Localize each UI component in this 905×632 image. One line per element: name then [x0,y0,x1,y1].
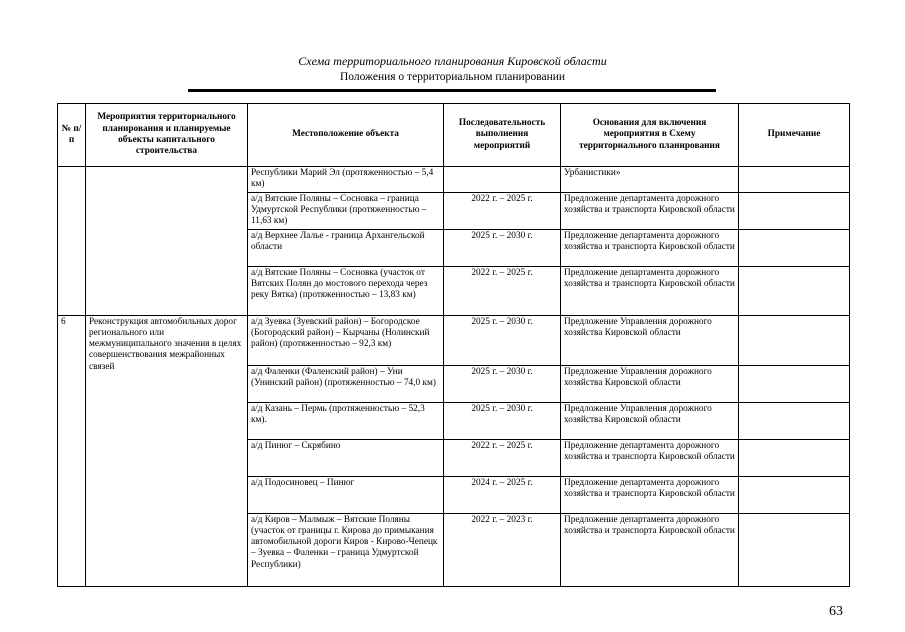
row-location: а/д Казань – Пермь (протяженностью – 52,3 км). [248,402,444,439]
row-location: а/д Фаленки (Фаленский район) – Уни (Унинский район) (протяженностью – 74,0 км) [248,365,444,402]
row-basis: Предложение департамента дорожного хозяйства и транспорта Кировской области [561,476,739,513]
row-location: а/д Вятские Поляны – Сосновка – граница Удмуртской Республики (протяженностью – 11,63 км) [248,192,444,229]
row-note [739,365,850,402]
row-basis: Предложение департамента дорожного хозяйства и транспорта Кировской области [561,266,739,315]
row-note [739,402,850,439]
row-note [739,167,850,193]
group-num: 6 [58,315,86,586]
row-note [739,513,850,586]
col-header-measure: Мероприятия территориального планирования и планируемые объекты капитального строительства [86,104,248,167]
row-sequence: 2022 г. – 2025 г. [444,439,561,476]
row-sequence: 2024 г. – 2025 г. [444,476,561,513]
row-measure-cell [86,167,248,316]
col-header-sequence: Последовательность выполнения мероприятий [444,104,561,167]
col-header-basis: Основания для включения мероприятия в Схему территориального планирования [561,104,739,167]
row-sequence: 2022 г. – 2025 г. [444,266,561,315]
row-location: а/д Зуевка (Зуевский район) – Богородское (Богородский район) – Кырчаны (Нолинский район) (протяженностью – 92,3 км) [248,315,444,365]
row-note [739,476,850,513]
group-measure: Реконструкция автомобильных дорог регионального или межмуниципального значения в целях совершенствования межрайонных связей [86,315,248,586]
row-location: а/д Киров – Малмыж – Вятские Поляны (участок от границы г. Кирова до примыкания автомобильной дороги Киров - Кирово-Чепецк – Зуевка – Фаленки – граница Удмуртской Республики) [248,513,444,586]
row-basis: Предложение департамента дорожного хозяйства и транспорта Кировской области [561,513,739,586]
document-subtitle: Положения о территориальном планировании [339,71,566,83]
row-sequence: 2025 г. – 2030 г. [444,365,561,402]
table-row [58,315,850,365]
row-note [739,315,850,365]
row-note [739,229,850,266]
row-sequence: 2022 г. – 2023 г. [444,513,561,586]
page-number: 63 [829,604,843,619]
col-header-num: № п/п [58,104,86,167]
document-title: Схема территориального планирования Кировской области [298,54,607,68]
col-header-note: Примечание [739,104,850,167]
row-note [739,266,850,315]
row-location: а/д Вятские Поляны – Сосновка (участок от Вятских Полян до мостового перехода через реку Вятка) (протяженностью – 13,83 км) [248,266,444,315]
row-location: Республики Марий Эл (протяженностью – 5,4 км) [248,167,444,193]
row-sequence: 2022 г. – 2025 г. [444,192,561,229]
row-num-cell [58,167,86,316]
header-divider [188,89,716,92]
row-sequence: 2025 г. – 2030 г. [444,315,561,365]
row-note [739,192,850,229]
row-sequence: 2025 г. – 2030 г. [444,402,561,439]
table-header-row [58,104,850,167]
planning-table [57,103,850,587]
row-sequence [444,167,561,193]
row-basis: Урбанистики» [561,167,739,193]
table-row [58,167,850,193]
col-header-location: Местоположение объекта [248,104,444,167]
row-sequence: 2025 г. – 2030 г. [444,229,561,266]
row-note [739,439,850,476]
row-basis: Предложение департамента дорожного хозяйства и транспорта Кировской области [561,439,739,476]
row-basis: Предложение Управления дорожного хозяйства Кировской области [561,365,739,402]
row-basis: Предложение Управления дорожного хозяйства Кировской области [561,402,739,439]
row-location: а/д Подосиновец – Пинюг [248,476,444,513]
row-basis: Предложение Управления дорожного хозяйства Кировской области [561,315,739,365]
row-location: а/д Верхнее Лалье - граница Архангельской области [248,229,444,266]
row-location: а/д Пинюг – Скрябино [248,439,444,476]
row-basis: Предложение департамента дорожного хозяйства и транспорта Кировской области [561,192,739,229]
row-basis: Предложение департамента дорожного хозяйства и транспорта Кировской области [561,229,739,266]
